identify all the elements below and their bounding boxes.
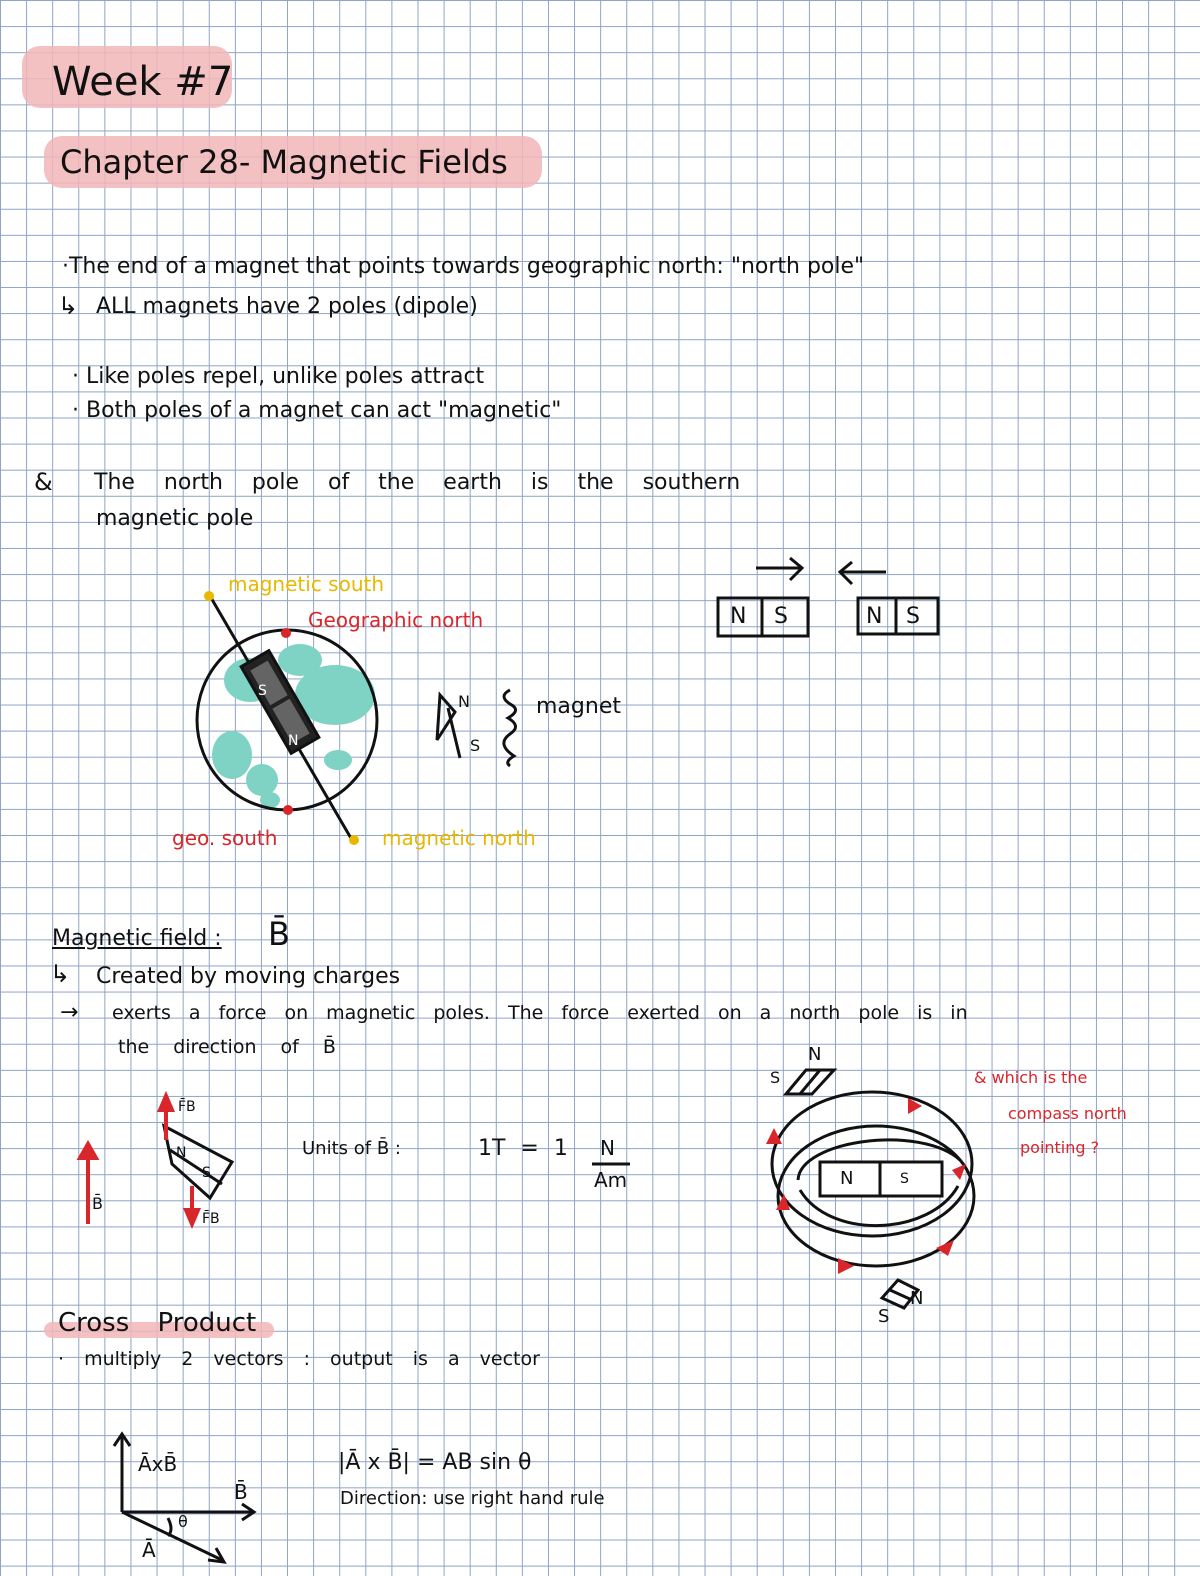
question-line1: & which is the [974, 1068, 1088, 1087]
mf-line3: the direction of B̄ [118, 1036, 336, 1058]
fb-top-label: F̄B [178, 1099, 196, 1115]
earth-bar-s: S [258, 683, 267, 699]
intro-line1: ·The end of a magnet that points towards geographic north: "north pole" [62, 254, 865, 279]
cross-product-line1: · multiply 2 vectors : output is a vector [58, 1348, 540, 1370]
intro-line2-arrow: ↳ [58, 292, 79, 320]
cp-theta: θ [178, 1512, 188, 1531]
magnet-label: magnet [536, 694, 621, 719]
top-compass-s: S [770, 1068, 781, 1087]
magnet2-n: N [866, 604, 883, 629]
bottom-compass-n: N [910, 1288, 924, 1309]
axb-label: ĀxB̄ [138, 1452, 178, 1476]
question-line3: pointing ? [1020, 1138, 1100, 1157]
magnet1-n: N [730, 604, 747, 629]
force-compass-s: S [202, 1165, 211, 1181]
mf-arrow1: ↳ [50, 960, 71, 988]
cp-direction: Direction: use right hand rule [340, 1488, 605, 1509]
intro-bullet1: · Like poles repel, unlike poles attract [72, 364, 485, 389]
units-eq: 1T = 1 [478, 1136, 568, 1161]
geo-south-label: geo. south [172, 826, 278, 850]
units-num: N [600, 1136, 615, 1160]
mf-line1: Created by moving charges [96, 964, 401, 989]
force-compass-n: N [176, 1145, 187, 1161]
field-bar-s: S [900, 1171, 909, 1187]
week-title: Week #7 [52, 59, 234, 105]
chapter-title: Chapter 28- Magnetic Fields [60, 143, 508, 181]
earth-bar-n: N [288, 733, 299, 749]
magnet2-s: S [906, 604, 920, 629]
geographic-north-label: Geographic north [308, 608, 484, 632]
top-compass-n: N [808, 1044, 822, 1065]
units-label: Units of B̄ : [302, 1138, 401, 1159]
fb-bottom-label: F̄B [202, 1211, 220, 1227]
intro-note-line1: The north pole of the earth is the southern [94, 470, 741, 495]
intro-bullet2: · Both poles of a magnet can act "magnetic" [72, 398, 562, 423]
mf-line2: exerts a force on magnetic poles. The force exerted on a north pole is in [112, 1002, 968, 1024]
compass-s-label: S [470, 736, 481, 755]
magnetic-field-symbol: B̄ [268, 915, 290, 953]
units-den: Am [594, 1168, 628, 1192]
b-vector-label: B̄ [92, 1194, 103, 1213]
bottom-compass-s: S [878, 1306, 890, 1327]
question-line2: compass north [1008, 1104, 1127, 1123]
cp-b-label: B̄ [234, 1480, 248, 1504]
magnetic-north-label: magnetic north [382, 826, 536, 850]
cp-formula: |Ā x B̄| = AB sin θ [338, 1450, 532, 1475]
compass-n-label: N [458, 692, 470, 711]
intro-line2: ALL magnets have 2 poles (dipole) [96, 294, 478, 319]
magnet1-s: S [774, 604, 788, 629]
star-mark: & [34, 468, 53, 496]
magnetic-south-label: magnetic south [228, 572, 385, 596]
mf-arrow2: → [60, 1000, 79, 1025]
magnetic-field-title: Magnetic field : [52, 926, 222, 951]
cross-product-title: Cross Product [58, 1308, 257, 1338]
intro-note-line2: magnetic pole [96, 506, 254, 531]
cp-a-label: Ā [142, 1538, 156, 1562]
field-bar-n: N [840, 1168, 854, 1189]
